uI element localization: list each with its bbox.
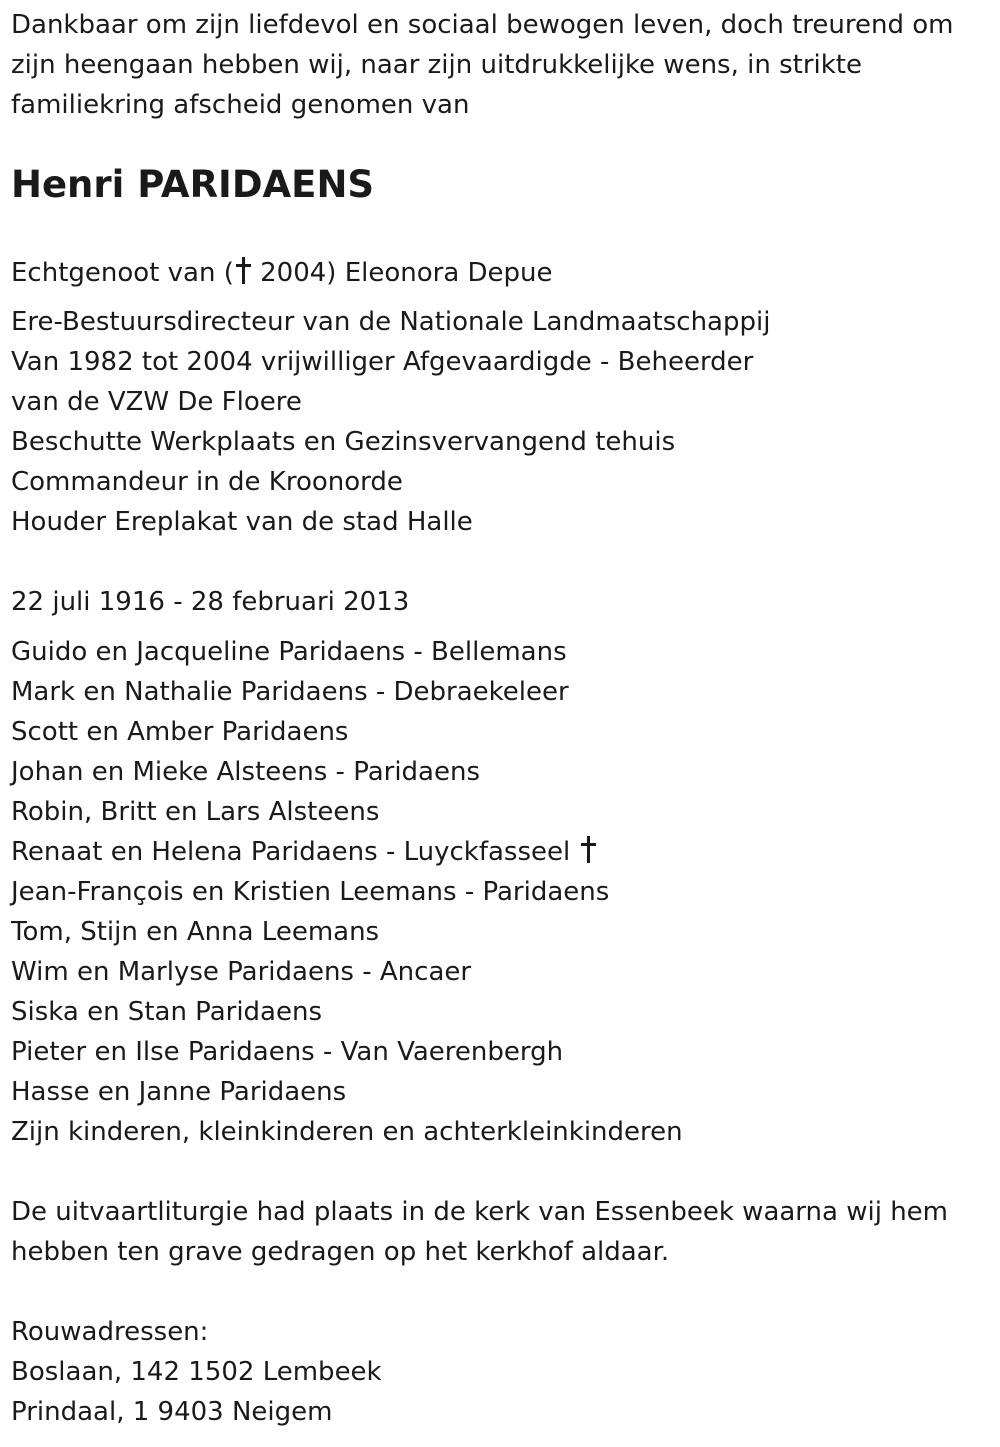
addresses-label: Rouwadressen: [11,1317,209,1347]
family-line-6-text: Renaat en Helena Paridaens - Luyckfasseel [11,837,571,867]
family-line-7: Jean-François en Kristien Leemans - Paridaens [11,877,610,907]
family-line-9: Wim en Marlyse Paridaens - Ancaer [11,957,472,987]
family-line-3: Scott en Amber Paridaens [11,717,349,747]
family-line-13: Zijn kinderen, kleinkinderen en achterkleinkinderen [11,1117,683,1147]
deceased-name: Henri PARIDAENS [11,163,375,206]
family-line-12: Hasse en Janne Paridaens [11,1077,347,1107]
family-line-6 [11,832,597,872]
latin-cross-icon [581,836,595,864]
family-line-1: Guido en Jacqueline Paridaens - Bellemans [11,637,567,667]
title-line-4: Beschutte Werkplaats en Gezinsvervangend tehuis [11,427,676,457]
intro-line-2: zijn heengaan hebben wij, naar zijn uitdrukkelijke wens, in strikte [11,50,862,80]
family-line-8: Tom, Stijn en Anna Leemans [11,917,380,947]
title-line-1: Ere-Bestuursdirecteur van de Nationale Landmaatschappij [11,307,771,337]
life-dates: 22 juli 1916 - 28 februari 2013 [11,587,410,617]
title-line-3: van de VZW De Floere [11,387,302,417]
family-line-2: Mark en Nathalie Paridaens - Debraekeleer [11,677,569,707]
intro-line-3: familiekring afscheid genomen van [11,90,470,120]
spouse-line [11,253,553,293]
spouse-prefix: Echtgenoot van ( [11,258,234,288]
family-line-10: Siska en Stan Paridaens [11,997,322,1027]
funeral-line-2: hebben ten grave gedragen op het kerkhof aldaar. [11,1237,670,1267]
intro-line-1: Dankbaar om zijn liefdevol en sociaal bewogen leven, doch treurend om [11,10,954,40]
title-line-5: Commandeur in de Kroonorde [11,467,403,497]
family-line-5: Robin, Britt en Lars Alsteens [11,797,380,827]
spouse-suffix: 2004) Eleonora Depue [251,258,553,288]
title-line-6: Houder Ereplakat van de stad Halle [11,507,473,537]
address-line-2: Prindaal, 1 9403 Neigem [11,1397,333,1427]
latin-cross-icon [236,257,250,285]
address-line-1: Boslaan, 142 1502 Lembeek [11,1357,382,1387]
funeral-line-1: De uitvaartliturgie had plaats in de kerk van Essenbeek waarna wij hem [11,1197,948,1227]
title-line-2: Van 1982 tot 2004 vrijwilliger Afgevaardigde - Beheerder [11,347,754,377]
family-line-4: Johan en Mieke Alsteens - Paridaens [11,757,481,787]
family-line-11: Pieter en Ilse Paridaens - Van Vaerenbergh [11,1037,564,1067]
